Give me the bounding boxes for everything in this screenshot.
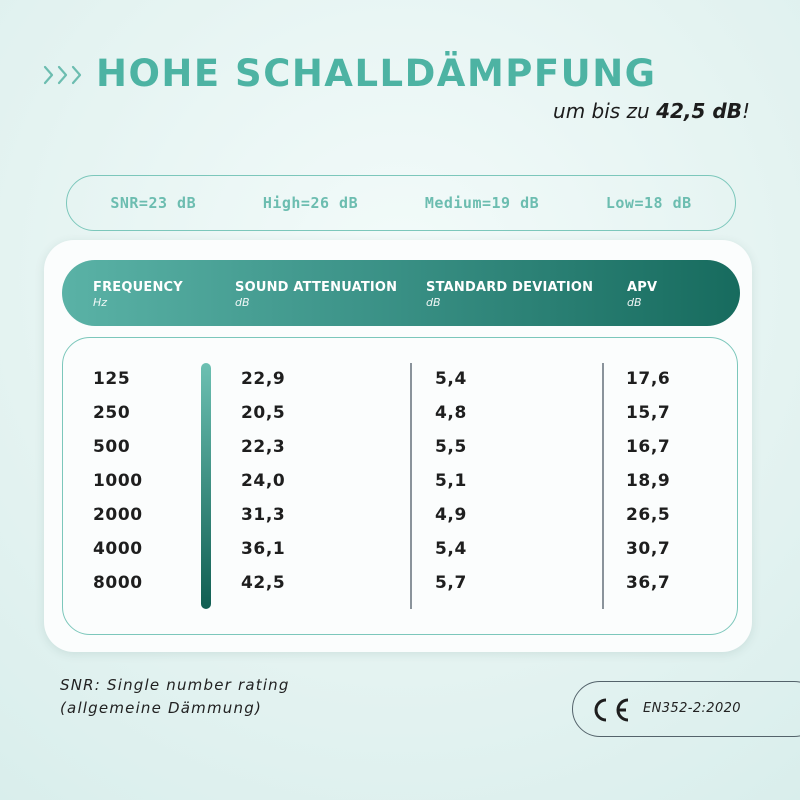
subtitle [553,99,750,123]
table-header [62,260,740,326]
subtitle-value: 42,5 dB [656,99,742,123]
cell-apv: 36,7 [626,573,671,593]
cell-frequency: 4000 [93,539,143,559]
cell-attenuation: 22,3 [241,437,286,457]
cell-attenuation: 24,0 [241,471,286,491]
header-unit: dB [235,296,250,309]
cell-frequency: 250 [93,403,131,423]
footnote-line: (allgemeine Dämmung) [60,699,262,717]
cell-deviation: 5,5 [435,437,467,457]
rating-high: High=26 dB [262,194,359,212]
header-label: APV [627,280,658,295]
column-deviation [435,369,467,607]
cell-apv: 15,7 [626,403,671,423]
header-label: SOUND ATTENUATION [235,280,398,295]
cell-frequency: 125 [93,369,131,389]
cell-deviation: 4,8 [435,403,467,423]
snr-footnote [60,674,290,720]
header-deviation [426,280,593,309]
triple-chevron-right-icon [42,60,92,90]
cell-attenuation: 22,9 [241,369,286,389]
rating-summary [66,175,736,231]
cell-attenuation: 42,5 [241,573,286,593]
cell-deviation: 5,1 [435,471,467,491]
cell-deviation: 4,9 [435,505,467,525]
cell-frequency: 1000 [93,471,143,491]
cell-apv: 18,9 [626,471,671,491]
header-frequency [93,280,183,309]
column-apv [626,369,670,607]
column-attenuation [241,369,285,607]
cell-deviation: 5,4 [435,369,467,389]
cell-deviation: 5,4 [435,539,467,559]
rating-medium: Medium=19 dB [424,194,540,212]
header-label: FREQUENCY [93,280,183,295]
column-divider [410,363,412,609]
cell-apv: 26,5 [626,505,671,525]
header-unit: dB [426,296,441,309]
standard-code: EN352-2:2020 [643,701,741,716]
cell-attenuation: 36,1 [241,539,286,559]
cell-attenuation: 20,5 [241,403,286,423]
rating-low: Low=18 dB [605,194,692,212]
attenuation-table-card [44,240,752,652]
ce-mark-icon [589,695,633,725]
header-label: STANDARD DEVIATION [426,280,594,295]
cell-apv: 16,7 [626,437,671,457]
cell-frequency: 500 [93,437,131,457]
header-unit: Hz [93,296,108,309]
gradient-bar [201,363,211,609]
cell-deviation: 5,7 [435,573,467,593]
cell-frequency: 2000 [93,505,143,525]
header-attenuation [235,280,397,309]
rating-snr: SNR=23 dB [110,194,197,212]
header-apv [627,280,657,309]
column-frequency [93,369,143,607]
certification-badge [572,681,800,737]
subtitle-prefix: um bis zu [553,99,650,123]
cell-attenuation: 31,3 [241,505,286,525]
cell-apv: 17,6 [626,369,671,389]
cell-frequency: 8000 [93,573,143,593]
subtitle-suffix: ! [741,99,750,123]
column-divider [602,363,604,609]
header-unit: dB [627,296,642,309]
page-title: HOHE SCHALLDÄMPFUNG [96,52,657,95]
footnote-line: SNR: Single number rating [60,676,290,694]
cell-apv: 30,7 [626,539,671,559]
table-body [62,337,738,635]
